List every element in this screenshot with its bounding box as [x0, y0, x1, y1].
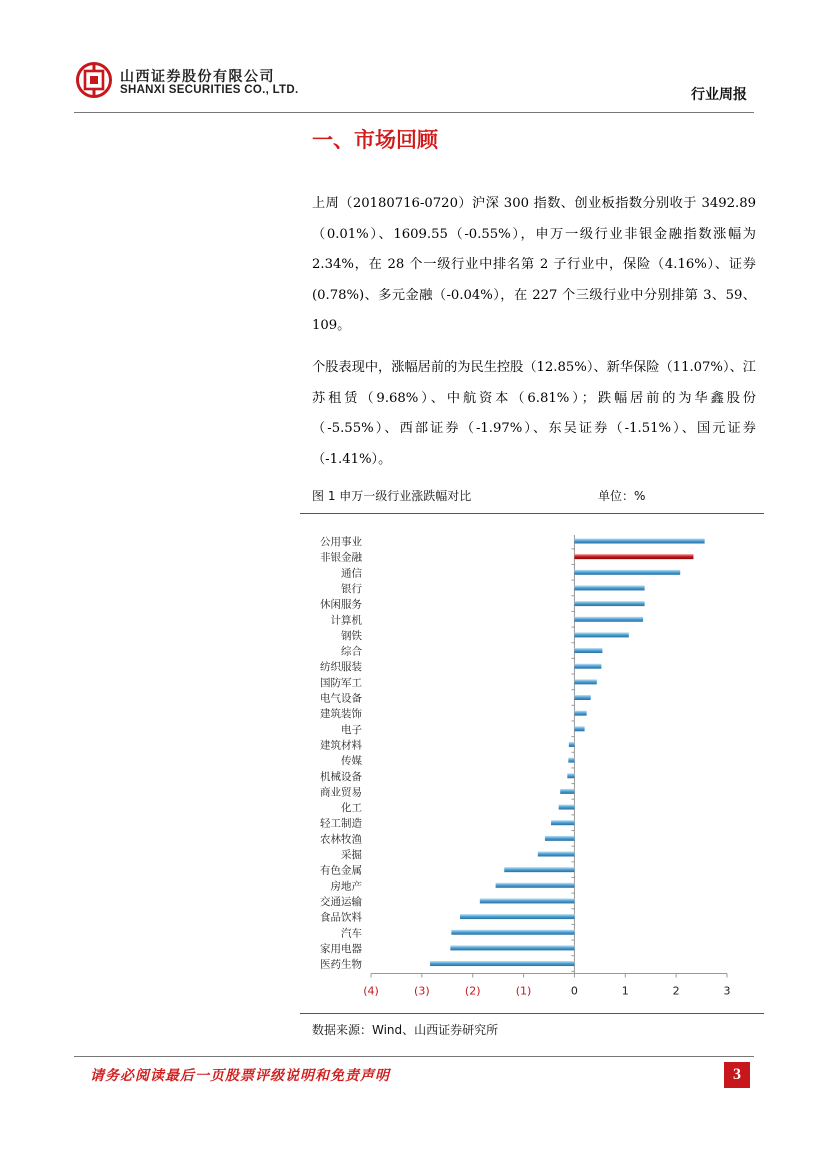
- category-label: 公用事业: [320, 536, 362, 548]
- bar: [567, 773, 574, 778]
- category-label: 国防军工: [320, 676, 362, 689]
- company-name-cn: 山西证券股份有限公司: [120, 69, 275, 85]
- x-tick-label: 0: [570, 984, 578, 998]
- category-label: 纺织服装: [320, 661, 362, 674]
- bar: [574, 570, 680, 575]
- bar: [450, 945, 574, 950]
- category-label: 银行: [341, 582, 362, 595]
- report-type-label: 行业周报: [691, 87, 747, 103]
- footer-divider: [74, 1056, 754, 1057]
- bar: [545, 836, 574, 841]
- paragraph-market-review: 上周（20180716-0720）沪深 300 指数、创业板指数分别收于 3492.89（0.01%）、1609.55（-0.55%），申万一级行业非银金融指数涨幅为 2.34%，在 28 个一级行业中排名第 2 子行业中，保险（4.16%）、证券(0.78%)、多元金融（-0.04%），在 227 个三级行业中分别排第 3、59、109。: [312, 196, 756, 333]
- category-label: 电子: [341, 723, 362, 736]
- category-label: 轻工制造: [320, 817, 362, 830]
- industry-change-chart: [300, 515, 764, 1012]
- category-label: 综合: [341, 645, 362, 658]
- bar: [574, 726, 584, 731]
- bar: [574, 648, 602, 653]
- figure-unit: 单位：%: [598, 489, 646, 503]
- shanxi-securities-logo-icon: [76, 62, 112, 98]
- category-label: 农林牧渔: [320, 833, 362, 846]
- bar: [574, 601, 644, 606]
- category-label: 有色金属: [320, 864, 362, 877]
- section-title: 一、市场回顾: [312, 128, 438, 152]
- category-label: 非银金融: [320, 551, 362, 564]
- category-label: 交通运输: [320, 895, 362, 908]
- page-header: [0, 0, 827, 120]
- category-label: 建筑材料: [320, 739, 362, 752]
- bar: [559, 805, 575, 810]
- disclaimer-note: 请务必阅读最后一页股票评级说明和免责声明: [90, 1068, 390, 1084]
- bar: [574, 585, 644, 590]
- bar: [574, 539, 704, 544]
- category-label: 机械设备: [320, 770, 362, 783]
- category-label: 家用电器: [320, 942, 362, 955]
- category-label: 房地产: [330, 880, 362, 893]
- bar: [574, 711, 586, 716]
- bar: [574, 679, 596, 684]
- bar: [560, 789, 574, 794]
- category-label: 电气设备: [320, 692, 362, 705]
- category-label: 化工: [341, 802, 362, 815]
- header-divider: [74, 112, 754, 113]
- bar: [496, 883, 575, 888]
- x-tick-label: 2: [672, 984, 680, 998]
- x-tick-label: 3: [723, 984, 731, 998]
- company-name-en: SHANXI SECURITIES CO., LTD.: [120, 84, 299, 96]
- figure-bottom-rule: [300, 1013, 764, 1014]
- bar: [568, 758, 574, 763]
- figure-source: 数据来源：Wind、山西证券研究所: [312, 1023, 499, 1037]
- x-tick-label: (4): [363, 984, 379, 998]
- x-tick-label: (2): [464, 984, 481, 998]
- bar: [551, 820, 574, 825]
- bar-chart-svg: [300, 515, 764, 1012]
- bar: [504, 867, 574, 872]
- x-tick-label: 1: [621, 984, 629, 998]
- bar-highlight: [574, 554, 693, 559]
- page-number: 3: [724, 1062, 750, 1088]
- bar: [451, 930, 574, 935]
- category-label: 食品饮料: [320, 911, 362, 924]
- category-label: 钢铁: [341, 629, 362, 642]
- category-label: 休闲服务: [320, 598, 362, 611]
- bar: [574, 695, 590, 700]
- category-label: 商业贸易: [320, 786, 362, 799]
- bar: [574, 664, 601, 669]
- paragraph-stock-performance: 个股表现中，涨幅居前的为民生控股（12.85%）、新华保险（11.07%）、江苏租赁（9.68%）、中航资本（6.81%）；跌幅居前的为华鑫股份（-5.55%）、西部证券（-1.97%）、东吴证券（-1.51%）、国元证券（-1.41%）。: [312, 360, 756, 467]
- category-label: 通信: [341, 567, 362, 580]
- bar: [460, 914, 574, 919]
- bar: [569, 742, 575, 747]
- category-label: 计算机: [330, 614, 362, 627]
- figure-top-rule: [300, 513, 764, 514]
- category-label: 汽车: [341, 927, 362, 940]
- figure-caption: 图 1 申万一级行业涨跌幅对比: [312, 489, 472, 503]
- category-label: 医药生物: [320, 958, 362, 971]
- x-tick-label: (1): [515, 984, 532, 998]
- category-label: 建筑装饰: [320, 708, 362, 721]
- bar: [574, 617, 643, 622]
- category-label: 采掘: [341, 849, 362, 861]
- bar: [538, 852, 575, 857]
- x-tick-label: (3): [414, 984, 430, 998]
- bar: [480, 898, 575, 903]
- bar: [574, 632, 628, 637]
- category-label: 传媒: [341, 755, 362, 768]
- bar: [430, 961, 574, 966]
